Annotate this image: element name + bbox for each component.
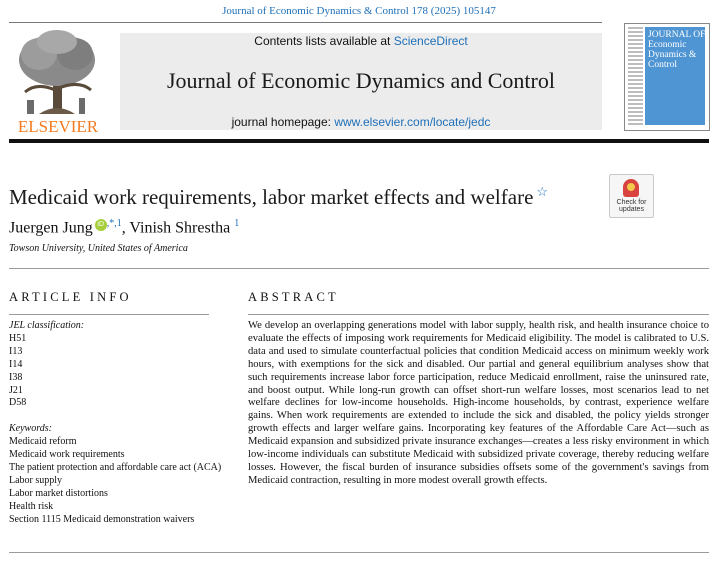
check-updates-icon [623,179,639,197]
check-for-updates-button[interactable] [609,174,654,218]
jel-code: H51 [9,332,27,344]
check-updates-label: Check for updates [616,199,647,213]
affiliation: Towson University, United States of America [9,243,188,254]
title-footnote-star-icon[interactable]: ☆ [536,184,549,199]
elsevier-logo[interactable] [9,28,107,136]
sciencedirect-link[interactable]: ScienceDirect [393,34,468,48]
jel-code: D58 [9,397,27,409]
journal-title: Journal of Economic Dynamics and Control [167,68,555,93]
jel-code: I14 [9,358,23,370]
article-title: Medicaid work requirements, labor market effects and welfare ☆ [9,184,549,209]
cover-title: JOURNAL OF Economic Dynamics & Control [648,30,706,70]
jel-code: I38 [9,371,23,383]
orcid-icon[interactable]: iD [95,219,107,231]
section-rule [9,268,709,269]
keyword: Section 1115 Medicaid demonstration waivers [9,513,195,525]
keyword: The patient protection and affordable care act (ACA) [9,462,222,474]
elsevier-wordmark: ELSEVIER [17,117,99,136]
author-jung[interactable]: Juergen Jung [9,219,93,237]
abstract-text: We develop an overlapping generations model with labor supply, health risk, and health insurance choice to evaluate the effects of imposing work requirements for Medicaid eligibility. The model is calibrated to U.S. data and used to simulate counterfactual policies that condition Medicaid access on minimum weekly work hours, with exemptions for the sick and disabled. Our partial and general equilibrium analyses show that such requirements increase labor force participation, reduce Medicaid enrollment, raise the uninsured rate, and boost output. While long-run growth can offset short-run welfare losses, most scenarios lead to net welfare declines for low-income households. High-income households, by contrast, experience welfare gains. When work requirements are extended to include the sick and disabled, the policy yields stronger growth effects and larger welfare gains. Incorporating key features of the Affordable Care Act—such as Medicaid expansion and subsidized private insurance exchanges—creates a less risky environment in which low-income individuals can substitute Medicaid with subsidized private coverage, thereby reducing welfare losses. However, the fiscal burden of insurance subsidies offsets some of the government's savings from Medicaid contraction, resulting in more modest overall growth effects. [248,320,709,486]
author-shrestha[interactable]: Vinish Shrestha [129,219,231,237]
abstract-heading: ABSTRACT [248,290,339,304]
keywords-label: Keywords: [9,423,52,435]
footer-rule [9,552,709,553]
keyword: Health risk [9,500,54,512]
keyword: Labor supply [9,474,63,486]
cover-text-strip [628,27,643,125]
author-jung-marks[interactable]: ,*,1 [106,218,122,229]
journal-cover-thumbnail[interactable] [624,23,710,131]
author-list: Juergen Jung iD $^{,*,1}$, Vinish Shrestha $^1$ [9,218,240,237]
keyword: Labor market distortions [9,487,108,499]
article-info-panel [9,320,234,527]
header-thick-rule [9,139,709,143]
jel-label: JEL classification: [9,320,85,331]
article-info-heading: ARTICLE INFO [9,290,132,304]
abstract-rule [248,314,709,315]
keyword: Medicaid work requirements [9,449,125,461]
header-rule [9,22,602,23]
elsevier-tree-icon [9,28,107,136]
journal-homepage-link[interactable]: www.elsevier.com/locate/jedc [334,115,491,129]
jel-code: I13 [9,345,23,357]
author-shrestha-marks[interactable]: 1 [234,218,240,229]
article-info-rule [9,314,209,315]
journal-citation-link[interactable]: Journal of Economic Dynamics & Control 178 (2025) 105147 [222,5,496,17]
journal-banner [120,33,602,130]
homepage-line: journal homepage: www.elsevier.com/locate/jedc [231,115,491,129]
contents-line: Contents lists available at ScienceDirect [254,34,468,48]
keyword: Medicaid reform [9,436,77,448]
jel-code: J21 [9,384,23,396]
